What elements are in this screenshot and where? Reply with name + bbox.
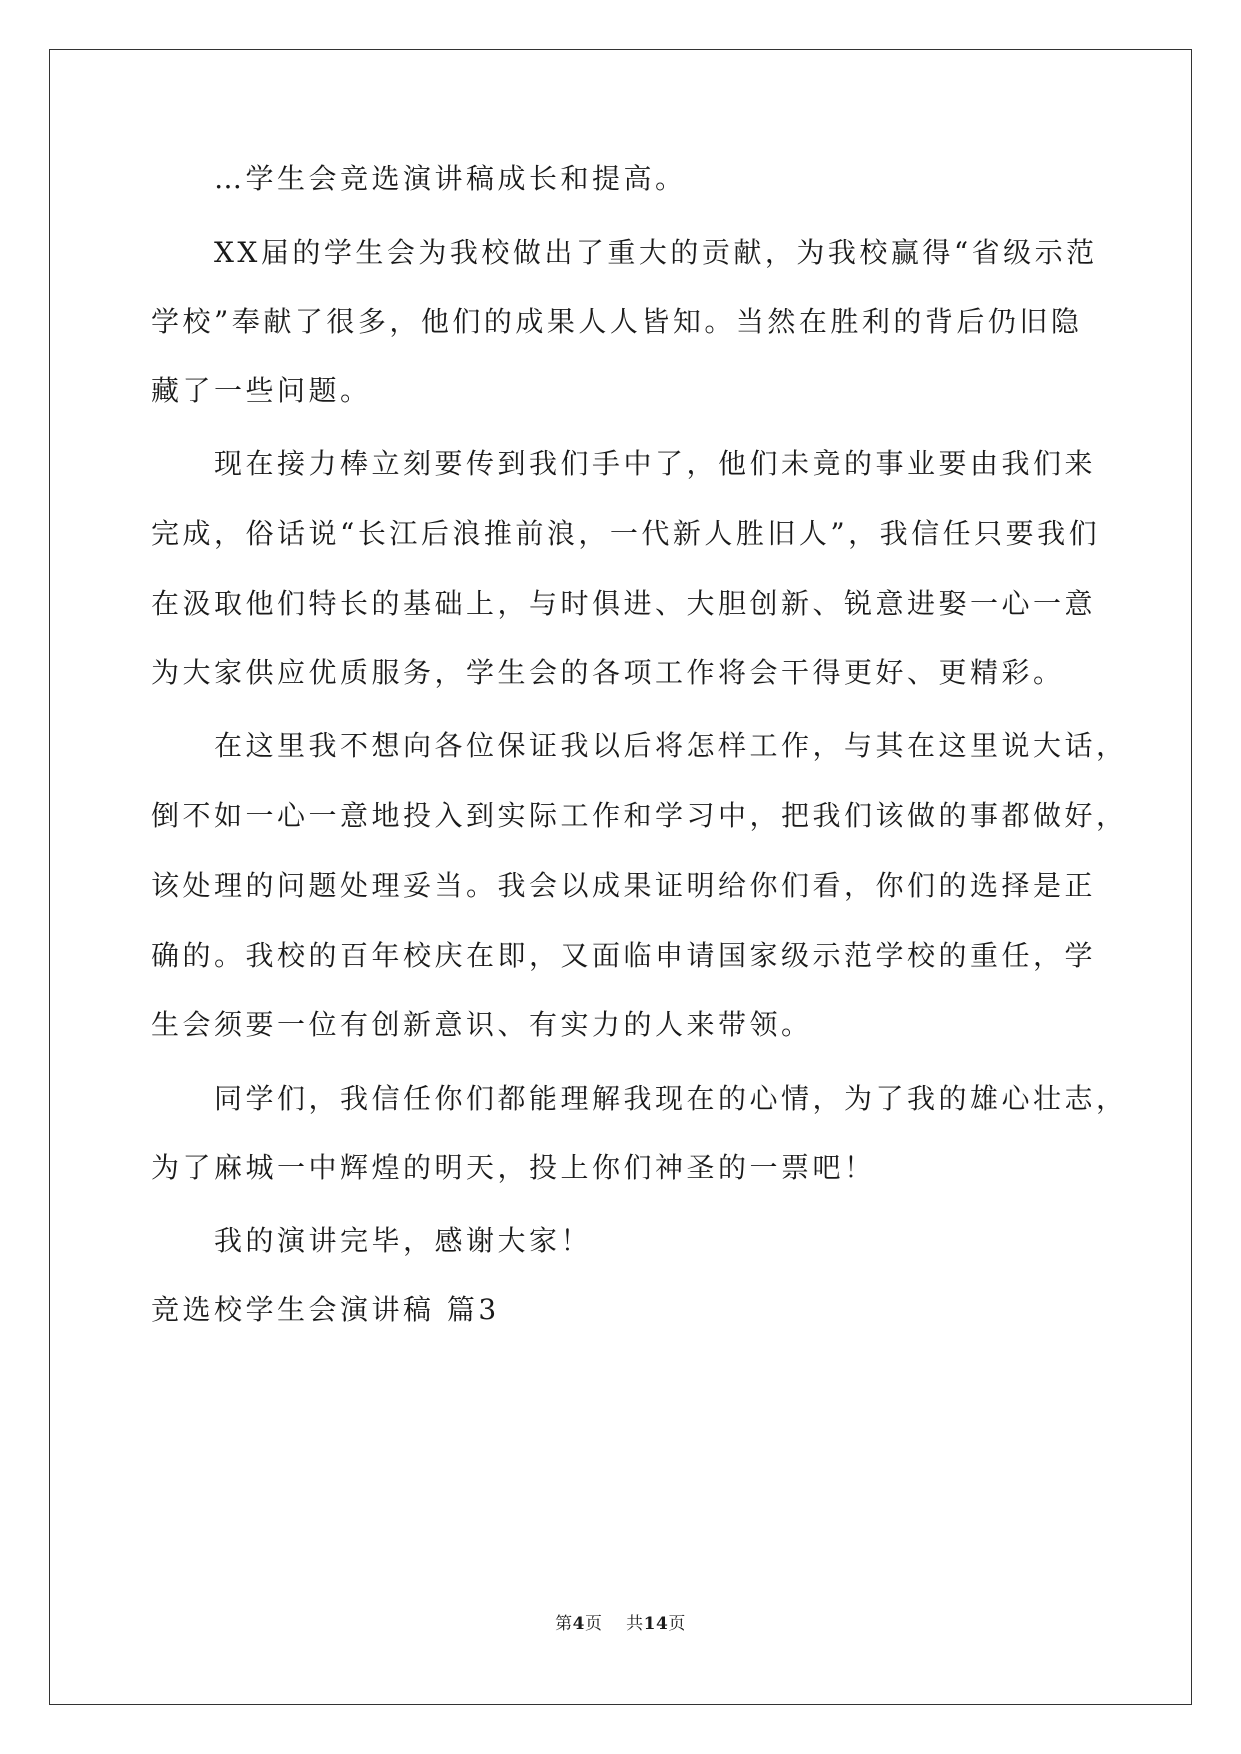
footer-page-suffix: 页 — [585, 1614, 603, 1634]
paragraph-line: 确的。我校的百年校庆在即，又面临申请国家级示范学校的重任，学 — [151, 939, 1097, 972]
paragraph-line: 在这里我不想向各位保证我以后将怎样工作，与其在这里说大话， — [214, 729, 1128, 762]
paragraph-line: 在汲取他们特长的基础上，与时俱进、大胆创新、锐意进娶一心一意 — [151, 587, 1097, 620]
section-heading: 竞选校学生会演讲稿 篇3 — [151, 1293, 500, 1326]
paragraph-line: 该处理的问题处理妥当。我会以成果证明给你们看，你们的选择是正 — [151, 869, 1097, 902]
footer-page-prefix: 第 — [555, 1614, 573, 1634]
paragraph-line: …学生会竞选演讲稿成长和提高。 — [214, 162, 687, 195]
footer-total-suffix: 页 — [668, 1614, 686, 1634]
footer-page-number: 4 — [572, 1614, 586, 1634]
paragraph-line: 同学们，我信任你们都能理解我现在的心情，为了我的雄心壮志， — [214, 1082, 1128, 1115]
paragraph-line: 为了麻城一中辉煌的明天，投上你们神圣的一票吧！ — [151, 1151, 876, 1184]
paragraph-line: 藏了一些问题。 — [151, 374, 372, 407]
paragraph-line: XX届的学生会为我校做出了重大的贡献，为我校赢得“省级示范 — [214, 236, 1098, 269]
paragraph-line: 现在接力棒立刻要传到我们手中了，他们未竟的事业要由我们来 — [214, 447, 1097, 480]
paragraph-line: 生会须要一位有创新意识、有实力的人来带领。 — [151, 1008, 813, 1041]
footer-total-pages: 14 — [643, 1614, 669, 1634]
paragraph-line: 倒不如一心一意地投入到实际工作和学习中，把我们该做的事都做好， — [151, 799, 1128, 832]
paragraph-line: 我的演讲完毕，感谢大家！ — [214, 1224, 593, 1257]
footer-total-prefix: 共 — [626, 1614, 644, 1634]
paragraph-line: 为大家供应优质服务，学生会的各项工作将会干得更好、更精彩。 — [151, 656, 1065, 689]
paragraph-line: 学校”奉献了很多，他们的成果人人皆知。当然在胜利的背后仍旧隐 — [151, 305, 1083, 338]
page-footer — [0, 1612, 1241, 1636]
paragraph-line: 完成，俗话说“长江后浪推前浪，一代新人胜旧人”，我信任只要我们 — [151, 517, 1101, 550]
